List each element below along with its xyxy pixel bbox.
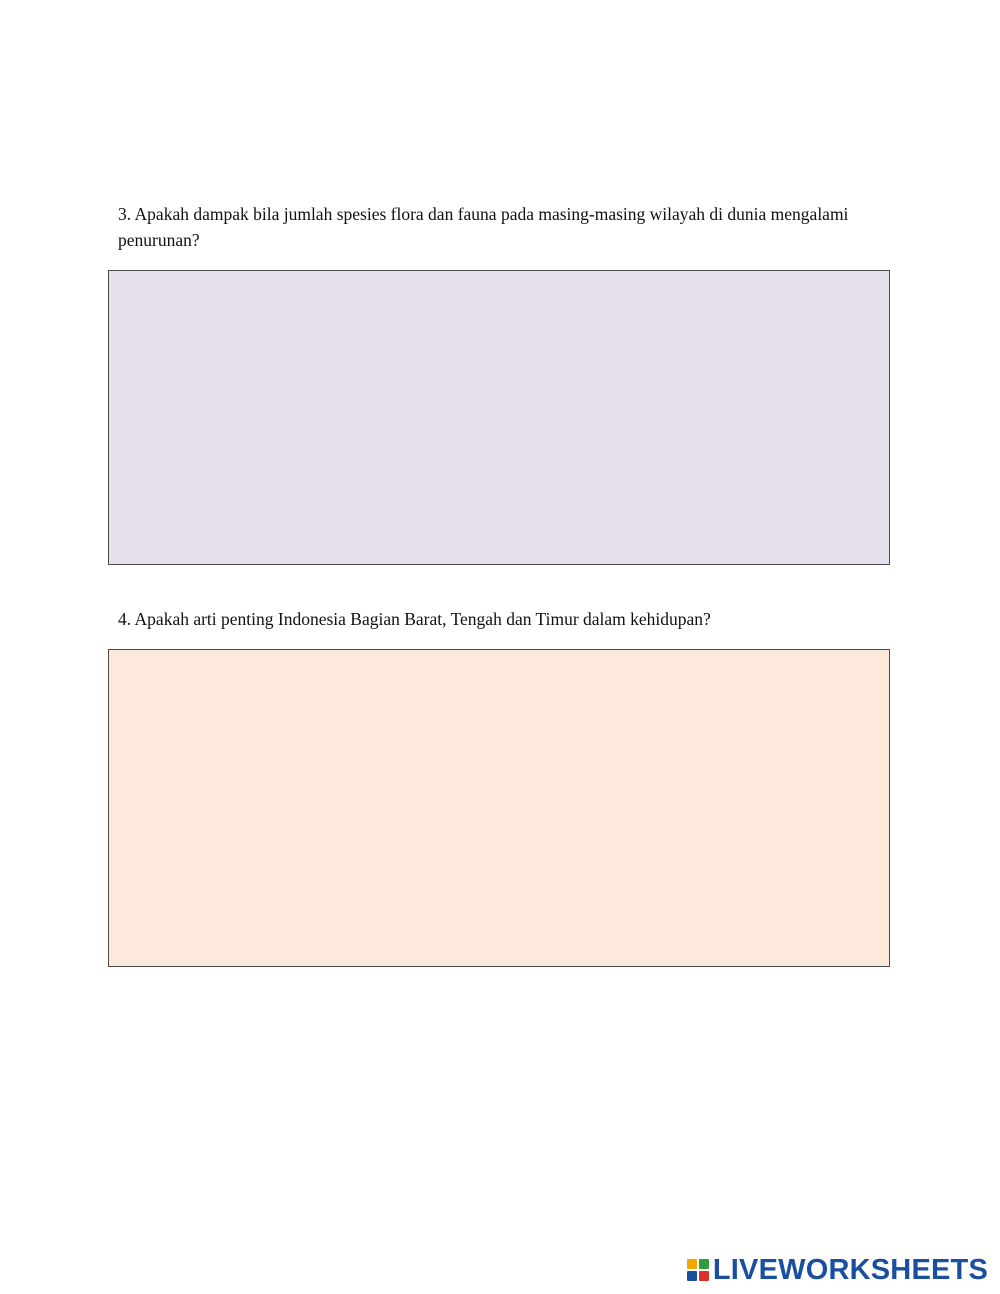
answer-box-question-3[interactable]: [108, 270, 890, 565]
liveworksheets-wordmark: LIVEWORKSHEETS: [712, 1254, 988, 1286]
question-3-text: 3. Apakah dampak bila jumlah spesies flora dan fauna pada masing-masing wilayah di dunia mengalami penurunan?: [118, 204, 849, 250]
liveworksheets-brand: [687, 1253, 988, 1287]
liveworksheets-logo-icon: [687, 1259, 709, 1281]
question-4-text: 4. Apakah arti penting Indonesia Bagian Barat, Tengah dan Timur dalam kehidupan?: [118, 609, 711, 629]
answer-box-question-4[interactable]: [108, 649, 890, 967]
